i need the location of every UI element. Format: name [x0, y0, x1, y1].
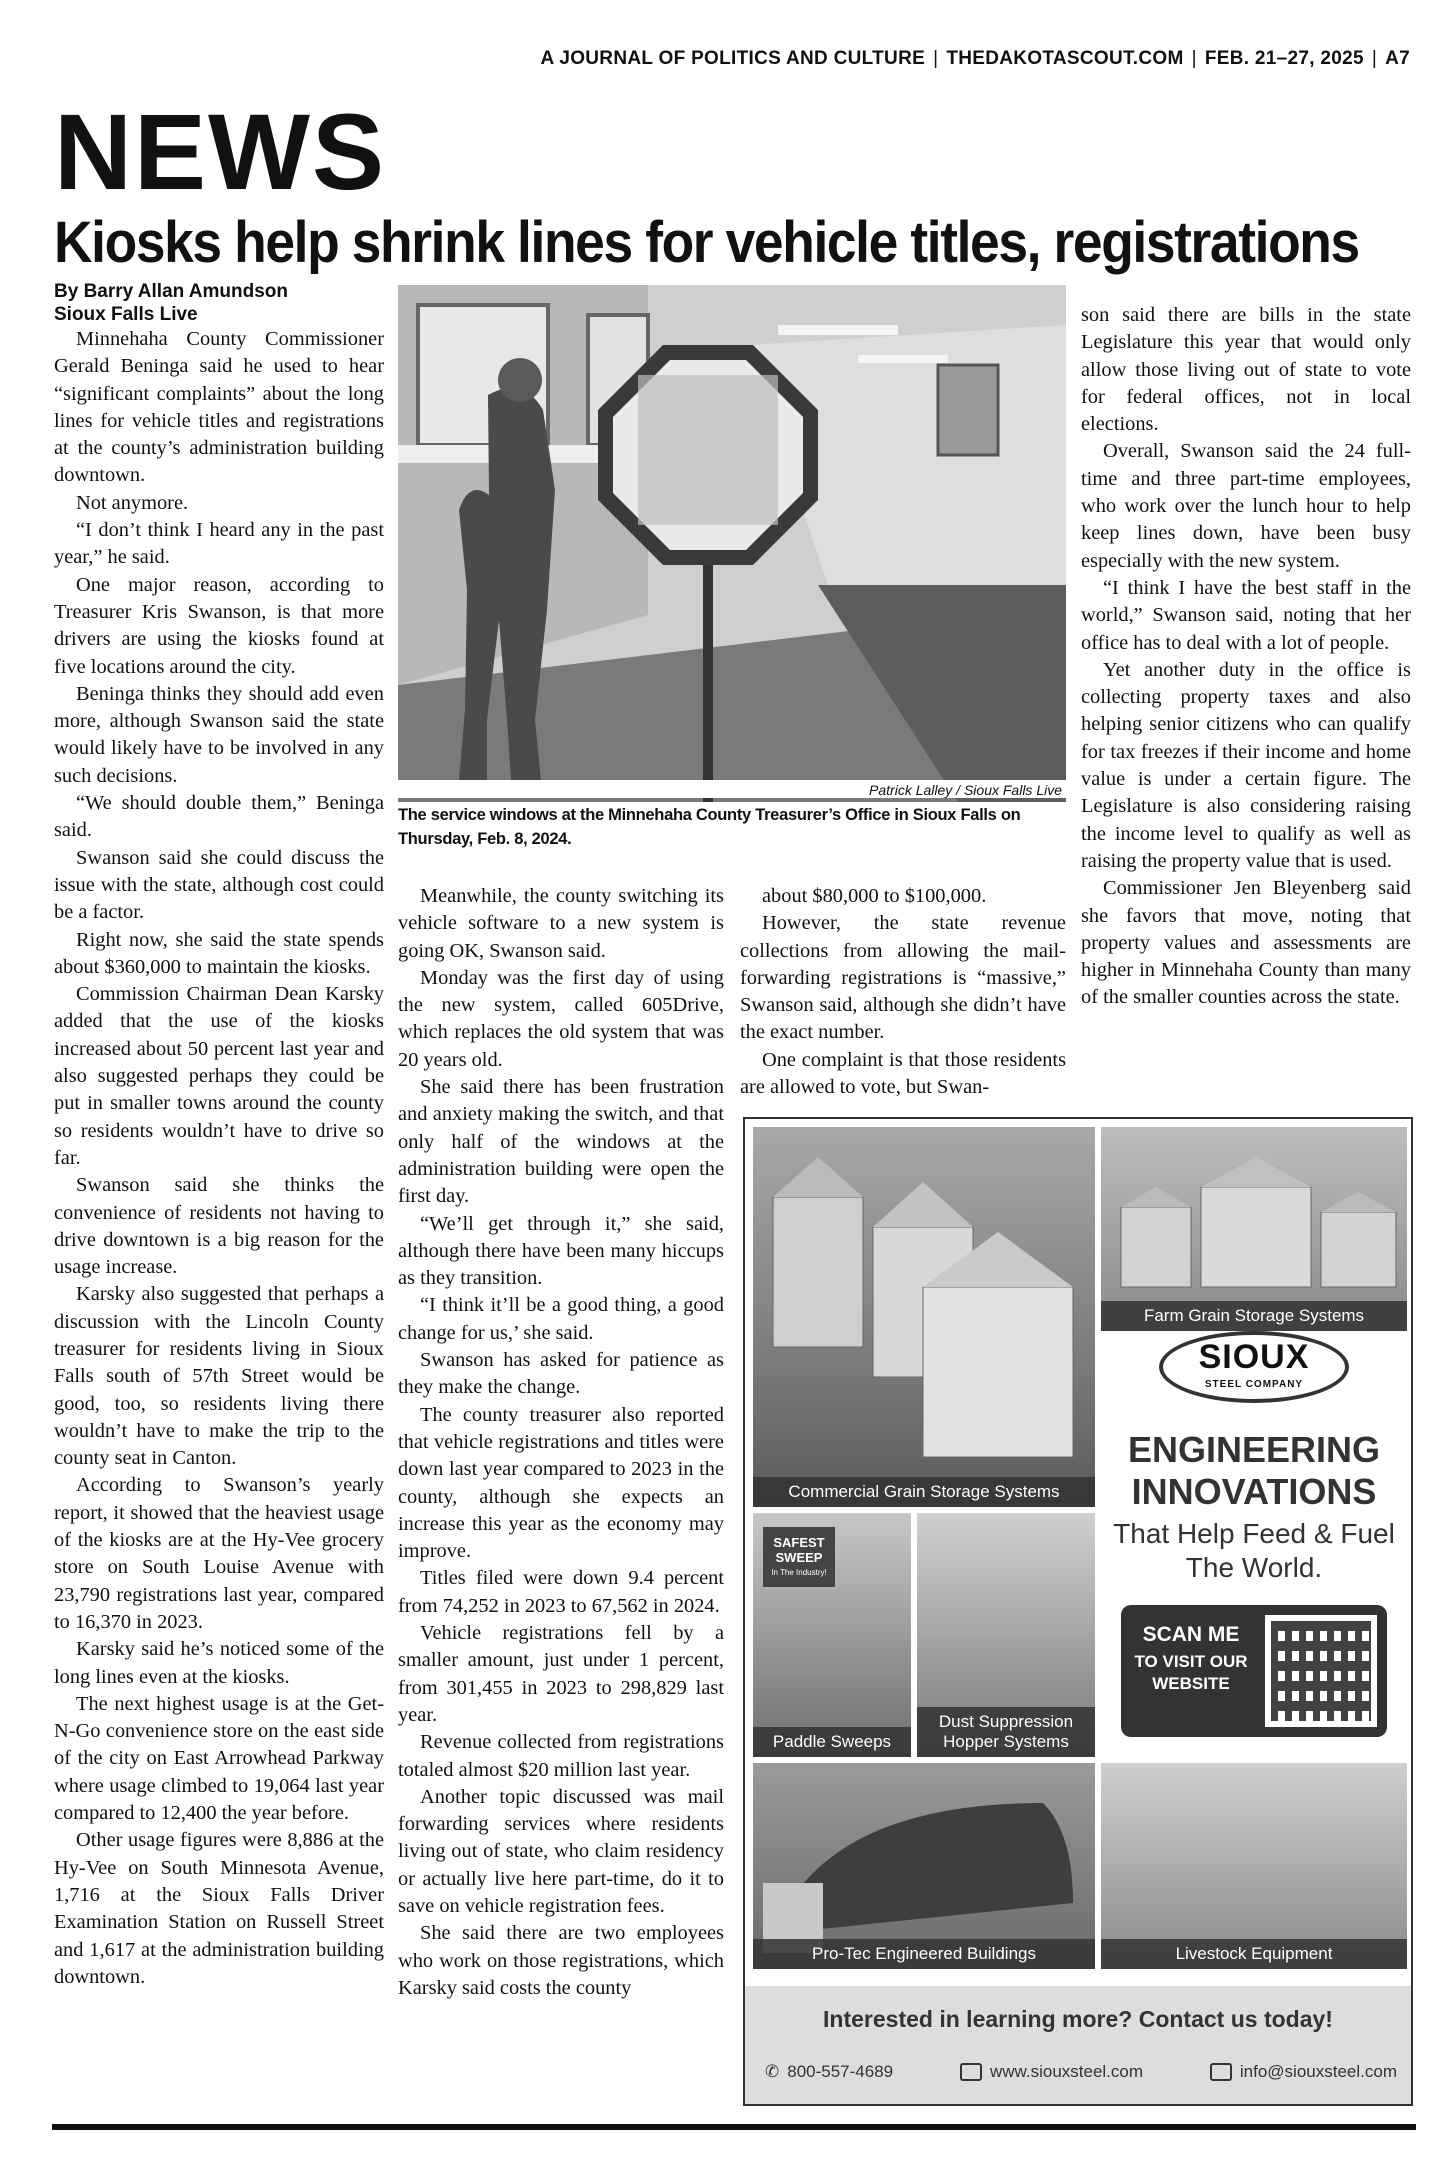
article-paragraph: Commission Chairman Dean Karsky added that the use of the kiosks increased about 50 percent last year and also suggested perhaps they could be put in smaller towns around the county so residents wouldn’t have to drive so far.	[54, 983, 384, 1169]
ad-tile-label: Dust Suppression Hopper Systems	[917, 1707, 1095, 1757]
ad-email: info@siouxsteel.com	[1239, 2062, 1397, 2081]
scan-me-panel[interactable]	[1121, 1605, 1387, 1737]
article-column-2	[398, 883, 724, 2002]
ad-headline: ENGINEERING INNOVATIONS	[1127, 1429, 1381, 1512]
article-paragraph: Karsky also suggested that perhaps a discussion with the Lincoln County treasurer for residents living in Sioux Falls south of 57th Street would be good, too, so residents living there wouldn’t have to make the trip to the county seat in Canton.	[54, 1283, 384, 1470]
contact-bar	[745, 1986, 1411, 2104]
article-column-4	[1081, 302, 1411, 1012]
article-paragraph: Another topic discussed was mail forwarding services where residents living out of state, who claim residency or actually live here part-time, do it to save on vehicle registration fees.	[398, 1785, 724, 1917]
safest-badge-text: SAFEST SWEEP	[773, 1535, 825, 1565]
phone-icon: ✆	[765, 2062, 780, 2081]
issue-date: FEB. 21–27, 2025	[1204, 48, 1364, 69]
byline-org: Sioux Falls Live	[54, 304, 198, 325]
article-paragraph: The county treasurer also reported that vehicle registrations and titles were down last year compared to 2023 in the county, although she expects an increase this year as the economy may improve.	[398, 1403, 724, 1563]
page-number: A7	[1385, 48, 1410, 69]
browser-icon	[960, 2063, 982, 2081]
ad-tile-farm	[1101, 1127, 1407, 1331]
article-paragraph: Revenue collected from registrations totaled almost $20 million last year.	[398, 1731, 724, 1781]
article-paragraph: Yet another duty in the office is collecting property taxes and also helping senior citizens who can qualify for tax freezes if their income and home value is under a certain figure. The Legislature is also considering raising the income level to qualify as well as raising the property value that is used.	[1081, 658, 1411, 872]
sioux-steel-logo	[1159, 1331, 1349, 1403]
article-paragraph: about $80,000 to $100,000.	[762, 885, 987, 907]
article-paragraph: “We should double them,” Beninga said.	[54, 792, 384, 842]
article-paragraph: son said there are bills in the state Legislature this year that would only allow those living out of state to vote for federal offices, not in local elections.	[1081, 304, 1411, 436]
article-paragraph: Titles filed were down 9.4 percent from 74,252 in 2023 to 67,562 in 2024.	[398, 1567, 724, 1617]
article-paragraph: Monday was the first day of using the new system, called 605Drive, which replaces the old system that was 20 years old.	[398, 966, 724, 1071]
ad-tile-commercial	[753, 1127, 1095, 1507]
article-paragraph: She said there has been frustration and anxiety making the switch, and that only half of the windows at the administration building were open the first day.	[398, 1076, 724, 1208]
qr-code-icon[interactable]	[1265, 1615, 1377, 1727]
article-paragraph: The next highest usage is at the Get-N-Go convenience store on the east side of the city on East Arrowhead Parkway where usage climbed to 19,064 last year compared to 12,400 the year before.	[54, 1692, 384, 1825]
safest-badge-sub: In The Industry!	[771, 1568, 827, 1577]
article-paragraph: However, the state revenue collections from allowing the mail-forwarding registrations is “massive,” Swanson said, although she didn’t have the exact number.	[740, 912, 1066, 1044]
ad-tile-label: Paddle Sweeps	[753, 1727, 911, 1757]
photo-caption: The service windows at the Minnehaha County Treasurer’s Office in Sioux Falls on Thursday, Feb. 8, 2024.	[398, 806, 1021, 848]
treasurer-office-photo	[398, 285, 1066, 802]
page-header: A JOURNAL OF POLITICS AND CULTURE | THEDAKOTASCOUT.COM | FEB. 21–27, 2025 | A7	[540, 48, 1410, 69]
article-paragraph: One major reason, according to Treasurer Kris Swanson, is that more drivers are using the kiosks found at five locations around the city.	[54, 573, 384, 678]
grain-bins-image	[753, 1127, 1095, 1507]
article-paragraph: Swanson said she thinks the convenience of residents not having to drive downtown is a big reason for the usage increase.	[54, 1174, 384, 1279]
ad-tile-label: Pro-Tec Engineered Buildings	[753, 1939, 1095, 1969]
byline-name: By Barry Allan Amundson	[54, 281, 289, 302]
scan-title: SCAN ME	[1142, 1623, 1240, 1646]
ad-website: www.siouxsteel.com	[989, 2062, 1144, 2081]
safest-sweep-badge	[763, 1527, 835, 1587]
article-photo	[398, 285, 1066, 802]
article-paragraph: Beninga thinks they should add even more, although Swanson said the state would likely have to be involved in any such decisions.	[54, 682, 384, 787]
ad-tile-protec	[753, 1763, 1095, 1969]
article-paragraph: Commissioner Jen Bleyenberg said she favors that move, noting that property values and assessments are higher in Minnehaha County than many of the smaller counties across the state.	[1081, 877, 1411, 1009]
ad-tile-label: Farm Grain Storage Systems	[1101, 1301, 1407, 1331]
ad-tile-paddle	[753, 1513, 911, 1757]
article-paragraph: According to Swanson’s yearly report, it showed that the heaviest usage of the kiosks are at the Hy-Vee grocery store on South Louise Avenue with 23,790 registrations last year, compared to 16,370 in 2023.	[54, 1474, 384, 1633]
phone-number: 800-557-4689	[787, 2062, 894, 2081]
article-paragraph: Overall, Swanson said the 24 full-time and three part-time employees, who work over the lunch hour to help keep lines down, have been busy especially with the new system.	[1081, 440, 1411, 572]
article-paragraph: Meanwhile, the county switching its vehicle software to a new system is going OK, Swanson said.	[398, 885, 724, 962]
article-headline: Kiosks help shrink lines for vehicle titles, registrations	[54, 210, 1359, 275]
article-paragraph: “I think it’ll be a good thing, a good change for us,’ she said.	[398, 1294, 724, 1344]
sioux-steel-advertisement[interactable]	[743, 1117, 1413, 2106]
article-paragraph: “We’ll get through it,” she said, although there have been many hiccups as they transition.	[398, 1212, 724, 1290]
website-contact[interactable]	[960, 2062, 1143, 2082]
ad-brand-block	[1099, 1311, 1409, 1761]
article-paragraph: “I think I have the best staff in the world,” Swanson said, noting that her office has to deal with a lot of people.	[1081, 576, 1411, 654]
article-paragraph: Swanson has asked for patience as they make the change.	[398, 1349, 724, 1399]
contact-cta: Interested in learning more? Contact us today!	[823, 2006, 1333, 2032]
article-paragraph: “I don’t think I heard any in the past year,” he said.	[54, 519, 384, 569]
photo-credit: Patrick Lalley / Sioux Falls Live	[398, 780, 1066, 798]
logo-name: SIOUX	[1198, 1338, 1310, 1376]
ad-tile-label: Livestock Equipment	[1101, 1939, 1407, 1969]
phone-contact[interactable]	[765, 2062, 893, 2082]
article-paragraph: Not anymore.	[76, 491, 189, 514]
scan-sub: TO VISIT OUR WEBSITE	[1134, 1652, 1248, 1693]
article-paragraph: Minnehaha County Commissioner Gerald Beninga said he used to hear “significant complaints” about the long lines for vehicle titles and registrations at the county’s administration building downtown.	[54, 328, 384, 487]
article-paragraph: One complaint is that those residents are allowed to vote, but Swan-	[740, 1048, 1066, 1099]
article-column-3	[740, 883, 1066, 1101]
article-paragraph: Right now, she said the state spends about $360,000 to maintain the kiosks.	[54, 928, 384, 978]
article-column-1	[54, 280, 384, 1991]
article-paragraph: Other usage figures were 8,886 at the Hy-Vee on South Minnesota Avenue, 1,716 at the Sioux Falls Driver Examination Station on Russell Street and 1,617 at the administration building downtown.	[54, 1829, 384, 1988]
article-paragraph: Swanson said she could discuss the issue with the state, although cost could be a factor.	[54, 846, 384, 924]
article-paragraph: Karsky said he’s noticed some of the long lines even at the kiosks.	[54, 1638, 384, 1688]
ad-tagline: That Help Feed & Fuel The World.	[1113, 1518, 1395, 1583]
publication-tagline: A JOURNAL OF POLITICS AND CULTURE	[540, 48, 926, 69]
ad-tile-label: Commercial Grain Storage Systems	[753, 1477, 1095, 1507]
envelope-icon	[1210, 2063, 1232, 2081]
email-contact[interactable]	[1210, 2062, 1397, 2082]
section-title: NEWS	[54, 91, 386, 212]
ad-tile-livestock	[1101, 1763, 1407, 1969]
article-paragraph: Vehicle registrations fell by a smaller amount, just under 1 percent, from 301,455 in 2023 to 298,829 last year.	[398, 1622, 724, 1726]
ad-tile-dust	[917, 1513, 1095, 1757]
logo-sub: STEEL COMPANY	[1204, 1379, 1304, 1390]
website-link[interactable]: THEDAKOTASCOUT.COM	[946, 48, 1184, 69]
footer-rule	[52, 2124, 1416, 2130]
article-paragraph: She said there are two employees who work on those registrations, which Karsky said costs the county	[398, 1922, 724, 1999]
